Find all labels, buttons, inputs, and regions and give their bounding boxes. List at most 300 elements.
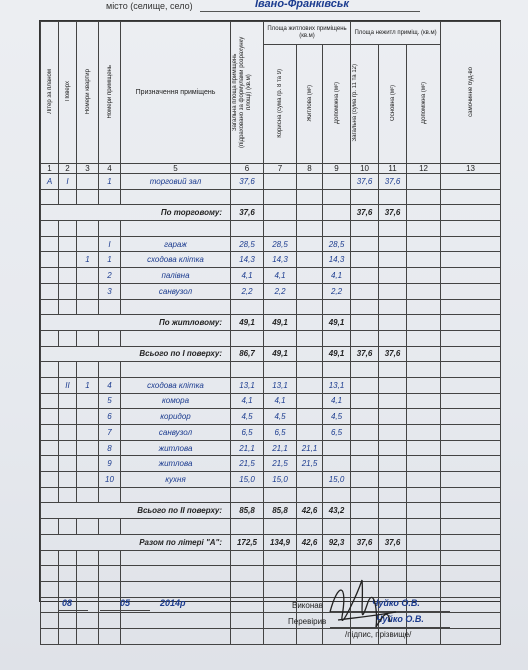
cell-c13 <box>441 566 501 582</box>
cell-c7 <box>264 189 297 205</box>
cell-c2 <box>59 299 77 315</box>
cell-c8 <box>297 550 323 566</box>
cell-c11 <box>379 377 407 393</box>
col-zhytlova <box>297 45 323 164</box>
table-row <box>41 425 501 441</box>
cell-c1 <box>41 581 59 597</box>
cell-c5 <box>121 519 231 535</box>
cell-c11 <box>379 252 407 268</box>
col-nezhytlova-group <box>351 22 441 45</box>
col-dopomizhna-label: Допоміжна (м²) <box>333 82 340 124</box>
col-korysna-label: Корисна (сума гр. 8 та 9) <box>277 68 283 138</box>
cell-c3 <box>77 472 99 488</box>
cell-c11 <box>379 189 407 205</box>
col-litera <box>41 22 59 164</box>
cell-c1 <box>41 440 59 456</box>
cell-c9 <box>323 221 351 237</box>
column-number-row <box>41 164 501 174</box>
cell-c10 <box>351 315 379 331</box>
cell-c5 <box>121 299 231 315</box>
column-number: 9 <box>323 164 351 174</box>
cell-c8 <box>297 268 323 284</box>
summary-label: По житловому: <box>41 315 231 331</box>
cell-c3 <box>77 362 99 378</box>
cell-c12 <box>407 299 441 315</box>
cell-c9: 6,5 <box>323 425 351 441</box>
cell-c7 <box>264 628 297 644</box>
cell-c7: 15,0 <box>264 472 297 488</box>
cell-c12 <box>407 268 441 284</box>
cell-c10 <box>351 440 379 456</box>
cell-c4: 9 <box>99 456 121 472</box>
cell-c4 <box>99 550 121 566</box>
cell-c11 <box>379 425 407 441</box>
table-row <box>41 174 501 190</box>
summary-label: Разом по літері "А": <box>41 534 231 550</box>
cell-c7: 134,9 <box>264 534 297 550</box>
cell-c8 <box>297 252 323 268</box>
cell-c8 <box>297 362 323 378</box>
cell-c13 <box>441 315 501 331</box>
cell-c9 <box>323 362 351 378</box>
cell-c6: 4,1 <box>231 393 264 409</box>
cell-c7 <box>264 221 297 237</box>
cell-c12 <box>407 377 441 393</box>
cell-c1: А <box>41 174 59 190</box>
cell-c9: 13,1 <box>323 377 351 393</box>
cell-c8 <box>297 205 323 221</box>
column-number: 1 <box>41 164 59 174</box>
blank-row <box>41 519 501 535</box>
cell-c10 <box>351 472 379 488</box>
cell-c2 <box>59 268 77 284</box>
blank-row <box>41 628 501 644</box>
table-row <box>41 236 501 252</box>
cell-c3 <box>77 628 99 644</box>
cell-c5: торговий зал <box>121 174 231 190</box>
cell-c13 <box>441 393 501 409</box>
date-month: 05 <box>120 598 131 608</box>
cell-c11 <box>379 440 407 456</box>
cell-c7: 28,5 <box>264 236 297 252</box>
cell-c1 <box>41 425 59 441</box>
cell-c3 <box>77 425 99 441</box>
cell-c4: 5 <box>99 393 121 409</box>
cell-c11 <box>379 283 407 299</box>
column-number: 8 <box>297 164 323 174</box>
cell-c12 <box>407 534 441 550</box>
cell-c8 <box>297 221 323 237</box>
cell-c8 <box>297 330 323 346</box>
summary-label: Всього по II поверху: <box>41 503 231 519</box>
cell-c1 <box>41 252 59 268</box>
city-value: Івано-Франківськ <box>255 0 349 10</box>
signature-caption: /підпис, прізвище/ <box>345 630 412 639</box>
cell-c8 <box>297 299 323 315</box>
cell-c5 <box>121 581 231 597</box>
column-number: 3 <box>77 164 99 174</box>
cell-c10 <box>351 456 379 472</box>
cell-c3 <box>77 221 99 237</box>
cell-c7: 85,8 <box>264 503 297 519</box>
cell-c9: 14,3 <box>323 252 351 268</box>
cell-c10 <box>351 377 379 393</box>
cell-c6: 21,5 <box>231 456 264 472</box>
cell-c4: 3 <box>99 283 121 299</box>
cell-c3 <box>77 330 99 346</box>
cell-c12 <box>407 393 441 409</box>
cell-c13 <box>441 205 501 221</box>
cell-c7: 2,2 <box>264 283 297 299</box>
cell-c10 <box>351 236 379 252</box>
cell-c9: 49,1 <box>323 346 351 362</box>
cell-c2 <box>59 487 77 503</box>
col-dopomizhna <box>323 45 351 164</box>
cell-c13 <box>441 252 501 268</box>
cell-c12 <box>407 346 441 362</box>
cell-c11 <box>379 330 407 346</box>
cell-c2 <box>59 189 77 205</box>
cell-c12 <box>407 566 441 582</box>
cell-c13 <box>441 487 501 503</box>
signature-scribble <box>318 572 408 652</box>
cell-c4: 6 <box>99 409 121 425</box>
cell-c7 <box>264 299 297 315</box>
cell-c1 <box>41 566 59 582</box>
summary-label: Всього по I поверху: <box>41 346 231 362</box>
cell-c2 <box>59 425 77 441</box>
cell-c10: 37,6 <box>351 205 379 221</box>
cell-c6 <box>231 330 264 346</box>
cell-c7: 14,3 <box>264 252 297 268</box>
cell-c7 <box>264 487 297 503</box>
city-underline <box>200 11 420 12</box>
cell-c2 <box>59 252 77 268</box>
table-row <box>41 283 501 299</box>
cell-c9 <box>323 550 351 566</box>
cell-c13 <box>441 346 501 362</box>
cell-c2 <box>59 330 77 346</box>
cell-c6 <box>231 597 264 613</box>
table-row <box>41 440 501 456</box>
cell-c12 <box>407 252 441 268</box>
cell-c13 <box>441 330 501 346</box>
cell-c3 <box>77 566 99 582</box>
cell-c6 <box>231 487 264 503</box>
cell-c4 <box>99 330 121 346</box>
cell-c4 <box>99 628 121 644</box>
cell-c2 <box>59 362 77 378</box>
cell-c7: 13,1 <box>264 377 297 393</box>
cell-c3 <box>77 299 99 315</box>
summary-row <box>41 346 501 362</box>
cell-c6: 49,1 <box>231 315 264 331</box>
cell-c13 <box>441 377 501 393</box>
cell-c7 <box>264 362 297 378</box>
cell-c11 <box>379 487 407 503</box>
cell-c11: 37,6 <box>379 534 407 550</box>
cell-c12 <box>407 362 441 378</box>
cell-c2 <box>59 472 77 488</box>
col-zagalna-neg <box>351 45 379 164</box>
summary-row <box>41 205 501 221</box>
cell-c3 <box>77 174 99 190</box>
table-row <box>41 456 501 472</box>
cell-c12 <box>407 221 441 237</box>
cell-c11 <box>379 456 407 472</box>
cell-c8 <box>297 236 323 252</box>
cell-c3 <box>77 440 99 456</box>
cell-c7 <box>264 519 297 535</box>
cell-c13 <box>441 472 501 488</box>
table-body <box>41 174 501 645</box>
date-day-line <box>58 610 88 611</box>
cell-c11 <box>379 315 407 331</box>
cell-c3 <box>77 613 99 629</box>
cell-c2 <box>59 581 77 597</box>
cell-c6 <box>231 566 264 582</box>
cell-c2 <box>59 456 77 472</box>
cell-c11 <box>379 472 407 488</box>
cell-c13 <box>441 503 501 519</box>
cell-c1 <box>41 519 59 535</box>
cell-c9: 49,1 <box>323 315 351 331</box>
cell-c3: 1 <box>77 252 99 268</box>
pereviryv-label: Перевірив <box>288 617 327 626</box>
cell-c6: 15,0 <box>231 472 264 488</box>
cell-c13 <box>441 534 501 550</box>
cell-c5 <box>121 550 231 566</box>
cell-c5 <box>121 566 231 582</box>
cell-c4: 1 <box>99 174 121 190</box>
cell-c11 <box>379 550 407 566</box>
cell-c6 <box>231 362 264 378</box>
cell-c5 <box>121 613 231 629</box>
table-row <box>41 377 501 393</box>
cell-c6: 37,6 <box>231 174 264 190</box>
cell-c11: 37,6 <box>379 174 407 190</box>
cell-c13 <box>441 581 501 597</box>
cell-c6: 6,5 <box>231 425 264 441</box>
table-row <box>41 393 501 409</box>
cell-c2 <box>59 519 77 535</box>
cell-c7: 4,1 <box>264 393 297 409</box>
cell-c10 <box>351 330 379 346</box>
cell-c7: 6,5 <box>264 425 297 441</box>
col-zhytlova-group <box>264 22 351 45</box>
cell-c1 <box>41 189 59 205</box>
cell-c10 <box>351 283 379 299</box>
cell-c2 <box>59 236 77 252</box>
cell-c8 <box>297 189 323 205</box>
cell-c2: I <box>59 174 77 190</box>
cell-c8 <box>297 487 323 503</box>
cell-c8 <box>297 283 323 299</box>
cell-c4 <box>99 581 121 597</box>
cell-c12 <box>407 174 441 190</box>
table-row <box>41 409 501 425</box>
cell-c9: 4,1 <box>323 393 351 409</box>
cell-c7 <box>264 205 297 221</box>
cell-c1 <box>41 409 59 425</box>
cell-c9 <box>323 519 351 535</box>
cell-c3 <box>77 393 99 409</box>
column-number: 2 <box>59 164 77 174</box>
cell-c9 <box>323 299 351 315</box>
cell-c6: 37,6 <box>231 205 264 221</box>
table-row <box>41 252 501 268</box>
cell-c9: 15,0 <box>323 472 351 488</box>
cell-c1 <box>41 550 59 566</box>
cell-c12 <box>407 503 441 519</box>
summary-row <box>41 534 501 550</box>
cell-c5: сходова клітка <box>121 377 231 393</box>
column-number: 12 <box>407 164 441 174</box>
summary-label: По торговому: <box>41 205 231 221</box>
cell-c5: санвузол <box>121 283 231 299</box>
cell-c12 <box>407 283 441 299</box>
cell-c1 <box>41 456 59 472</box>
cell-c8 <box>297 472 323 488</box>
blank-row <box>41 189 501 205</box>
cell-c13 <box>441 283 501 299</box>
cell-c10 <box>351 189 379 205</box>
col-kvartyra-label: Номери квартир <box>84 68 91 115</box>
cell-c12 <box>407 472 441 488</box>
summary-row <box>41 503 501 519</box>
cell-c1 <box>41 628 59 644</box>
cell-c12 <box>407 456 441 472</box>
cell-c7: 4,1 <box>264 268 297 284</box>
col-prymishchennia <box>99 22 121 164</box>
vykonav-name: Чуйко О.В. <box>372 598 420 608</box>
blank-row <box>41 487 501 503</box>
column-number: 4 <box>99 164 121 174</box>
cell-c13 <box>441 519 501 535</box>
cell-c13 <box>441 236 501 252</box>
col-zagalna <box>231 22 264 164</box>
cell-c2 <box>59 613 77 629</box>
cell-c2 <box>59 393 77 409</box>
cell-c7: 21,1 <box>264 440 297 456</box>
vykonav-label: Виконав <box>292 601 323 610</box>
cell-c12 <box>407 409 441 425</box>
cell-c10 <box>351 550 379 566</box>
cell-c2 <box>59 283 77 299</box>
cell-c10 <box>351 425 379 441</box>
cell-c9 <box>323 330 351 346</box>
cell-c9: 4,5 <box>323 409 351 425</box>
cell-c1 <box>41 393 59 409</box>
cell-c10: 37,6 <box>351 346 379 362</box>
blank-row <box>41 299 501 315</box>
col-korysna <box>264 45 297 164</box>
cell-c6 <box>231 299 264 315</box>
cell-c10: 37,6 <box>351 174 379 190</box>
cell-c10 <box>351 252 379 268</box>
cell-c1 <box>41 268 59 284</box>
city-label: місто (селище, село) <box>106 1 193 11</box>
cell-c10 <box>351 487 379 503</box>
cell-c6: 14,3 <box>231 252 264 268</box>
col-dopomizhna2-label: Допоміжна (м²) <box>420 82 427 124</box>
cell-c5: житлова <box>121 456 231 472</box>
col-samochynne <box>441 22 501 164</box>
cell-c3 <box>77 519 99 535</box>
column-number: 13 <box>441 164 501 174</box>
cell-c7 <box>264 581 297 597</box>
cell-c1 <box>41 487 59 503</box>
column-number: 5 <box>121 164 231 174</box>
cell-c6: 4,5 <box>231 409 264 425</box>
cell-c1 <box>41 236 59 252</box>
cell-c11 <box>379 268 407 284</box>
cell-c7 <box>264 550 297 566</box>
cell-c1 <box>41 597 59 613</box>
cell-c9: 2,2 <box>323 283 351 299</box>
cell-c3 <box>77 487 99 503</box>
col-osnovna-label: Основна (м²) <box>389 85 396 121</box>
area-table-grid <box>40 21 501 645</box>
cell-c5 <box>121 487 231 503</box>
cell-c3 <box>77 236 99 252</box>
date-year: 2014р <box>160 598 186 608</box>
cell-c9 <box>323 440 351 456</box>
area-table <box>39 20 501 602</box>
cell-c6: 86,7 <box>231 346 264 362</box>
cell-c5 <box>121 628 231 644</box>
cell-c9 <box>323 189 351 205</box>
cell-c13 <box>441 440 501 456</box>
cell-c11 <box>379 519 407 535</box>
cell-c4 <box>99 487 121 503</box>
cell-c4: 4 <box>99 377 121 393</box>
cell-c12 <box>407 440 441 456</box>
column-number: 11 <box>379 164 407 174</box>
cell-c6 <box>231 189 264 205</box>
cell-c3 <box>77 268 99 284</box>
cell-c9 <box>323 456 351 472</box>
col-osnovna <box>379 45 407 164</box>
cell-c13 <box>441 362 501 378</box>
cell-c1 <box>41 283 59 299</box>
cell-c12 <box>407 205 441 221</box>
cell-c12 <box>407 487 441 503</box>
cell-c4 <box>99 221 121 237</box>
cell-c5: санвузол <box>121 425 231 441</box>
cell-c10 <box>351 503 379 519</box>
cell-c13 <box>441 174 501 190</box>
col-kvartyra <box>77 22 99 164</box>
cell-c5 <box>121 221 231 237</box>
cell-c2 <box>59 221 77 237</box>
cell-c10 <box>351 519 379 535</box>
column-number: 6 <box>231 164 264 174</box>
cell-c12 <box>407 550 441 566</box>
cell-c11 <box>379 221 407 237</box>
column-number: 7 <box>264 164 297 174</box>
cell-c11 <box>379 409 407 425</box>
cell-c7 <box>264 566 297 582</box>
cell-c5: кухня <box>121 472 231 488</box>
cell-c12 <box>407 315 441 331</box>
date-day: 08 <box>62 598 73 608</box>
cell-c4: 2 <box>99 268 121 284</box>
cell-c1 <box>41 362 59 378</box>
cell-c3 <box>77 550 99 566</box>
cell-c13 <box>441 299 501 315</box>
cell-c13 <box>441 221 501 237</box>
